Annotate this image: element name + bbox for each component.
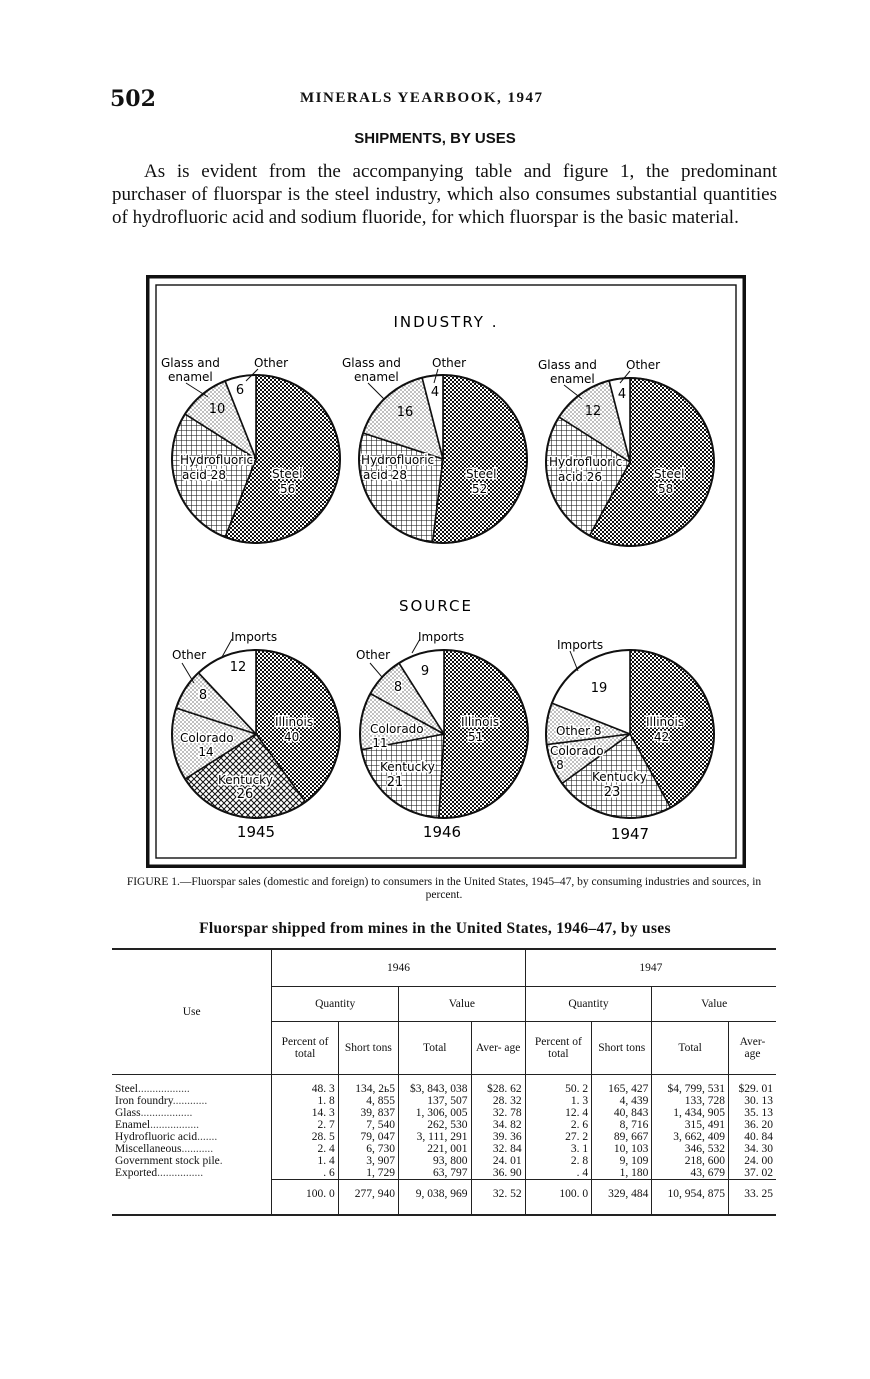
src1946-other-arrow (370, 663, 382, 677)
cell-p47: 3. 1 (525, 1143, 591, 1155)
pie-source-1946-slice-illinois (439, 650, 528, 818)
cell-p46: 1. 8 (272, 1095, 338, 1107)
ind1946-other-label: Other (432, 356, 467, 370)
leader-dots: ................ (157, 1167, 204, 1180)
cell-v47: 133, 728 (652, 1095, 729, 1107)
cell-a47: $29. 01 (728, 1075, 776, 1096)
intro-paragraph: As is evident from the accompanying table and figure 1, the predominant purchaser of fluorspar is the steel industry, which also consumes substantial quantities of hydrofluoric acid and sodium fluoride, for which fluorspar is the basic material. (112, 161, 777, 228)
cell-p46: 1. 4 (272, 1155, 338, 1167)
ind1945-steel-value: 56 (280, 482, 296, 496)
cell-a47: 37. 02 (728, 1167, 776, 1180)
col-use-header: Use (112, 949, 272, 1075)
src1946-other-value: 8 (393, 680, 403, 695)
total-t47: 329, 484 (592, 1180, 652, 1216)
cell-a47: 30. 13 (728, 1095, 776, 1107)
ind1945-enamel-label: enamel (168, 370, 213, 384)
total-p46: 100. 0 (272, 1180, 338, 1216)
table-body (112, 1075, 776, 1216)
cell-v46: 3, 111, 291 (399, 1131, 472, 1143)
cell-a46: 24. 01 (471, 1155, 525, 1167)
cell-p47: 1. 3 (525, 1095, 591, 1107)
ind1946-glass-arrow (368, 383, 384, 399)
cell-t46: 3, 907 (338, 1155, 398, 1167)
ind1947-glass-label: Glass and (538, 358, 597, 372)
cell-t46: 1, 729 (338, 1167, 398, 1180)
cell-p47: 2. 8 (525, 1155, 591, 1167)
cell-p47: 50. 2 (525, 1075, 591, 1096)
ind1947-glass-value: 12 (584, 404, 602, 419)
use-label: Enamel (115, 1119, 151, 1131)
src1947-colorado-label: Colorado (550, 744, 604, 758)
total-t46: 277, 940 (338, 1180, 398, 1216)
table-row (112, 1119, 776, 1131)
src1946-imports-arrow (412, 639, 420, 653)
cell-t47: 10, 103 (592, 1143, 652, 1155)
cell-v47: 1, 434, 905 (652, 1107, 729, 1119)
use-cell (112, 1095, 272, 1107)
ind1947-other-value: 4 (617, 387, 627, 402)
ind1947-enamel-label: enamel (550, 372, 595, 386)
use-label: Hydrofluoric acid (115, 1131, 198, 1143)
ind1945-steel-label: Steel (272, 467, 303, 481)
use-cell (112, 1155, 272, 1167)
ind1947-hf-label: Hydrofluoric (549, 455, 623, 469)
ind1947-steel-value: 58 (658, 482, 674, 496)
src1947-kentucky-value: 23 (603, 785, 621, 800)
use-label: Glass (115, 1107, 141, 1119)
ind1945-other-value: 6 (235, 383, 245, 398)
cell-a47: 35. 13 (728, 1107, 776, 1119)
cell-v46: 1, 306, 005 (399, 1107, 472, 1119)
source-title: SOURCE (399, 597, 473, 615)
cell-p46: 48. 3 (272, 1075, 338, 1096)
src1945-kentucky-value: 26 (236, 787, 254, 802)
total-v47: 10, 954, 875 (652, 1180, 729, 1216)
use-label: Steel (115, 1083, 138, 1095)
cell-v47: 43, 679 (652, 1167, 729, 1180)
total-v46: 9, 038, 969 (399, 1180, 472, 1216)
leader-dots: ........... (181, 1143, 214, 1155)
quantity-1946-header: Quantity (272, 987, 399, 1022)
table-row (112, 1167, 776, 1180)
cell-p46: 2. 4 (272, 1143, 338, 1155)
cell-a47: 40. 84 (728, 1131, 776, 1143)
src1947-year-label: 1947 (610, 825, 650, 843)
use-cell (112, 1143, 272, 1155)
cell-v46: 137, 507 (399, 1095, 472, 1107)
use-label: Iron foundry (115, 1095, 173, 1107)
use-cell (112, 1107, 272, 1119)
src1946-colorado-label: Colorado (370, 722, 424, 736)
cell-t47: 89, 667 (592, 1131, 652, 1143)
cell-v46: 221, 001 (399, 1143, 472, 1155)
table-row (112, 1131, 776, 1143)
cell-t46: 134, 2ь5 (338, 1075, 398, 1096)
ind1946-steel-label: Steel (466, 467, 497, 481)
cell-v46: 262, 530 (399, 1119, 472, 1131)
cell-t46: 39, 837 (338, 1107, 398, 1119)
src1947-imports-arrow (570, 651, 578, 671)
cell-v47: $4, 799, 531 (652, 1075, 729, 1096)
cell-v46: 63, 797 (399, 1167, 472, 1180)
ind1946-glass-value: 16 (396, 405, 414, 420)
value-1946-header: Value (399, 987, 526, 1022)
src1946-kentucky-label: Kentucky (380, 760, 435, 774)
section-heading: SHIPMENTS, BY USES (354, 130, 516, 147)
cell-a46: 28. 32 (471, 1095, 525, 1107)
total-p47: 100. 0 (525, 1180, 591, 1216)
cell-a46: 32. 84 (471, 1143, 525, 1155)
ind1947-steel-label: Steel (654, 467, 685, 481)
use-cell (112, 1131, 272, 1143)
average-1947-header: Aver- age (728, 1022, 776, 1075)
year-1946-header: 1946 (272, 949, 525, 987)
src1945-year-label: 1945 (236, 823, 276, 841)
cell-p47: 12. 4 (525, 1107, 591, 1119)
src1946-kentucky-value: 21 (386, 775, 404, 790)
src1945-other-label: Other (172, 648, 207, 662)
ind1946-glass-label: Glass and (342, 356, 401, 370)
src1945-illinois-label: Illinois (275, 715, 314, 729)
value-1947-header: Value (652, 987, 776, 1022)
ind1945-glass-value: 10 (208, 402, 226, 417)
fluorspar-uses-table (112, 948, 776, 1216)
ind1946-hf-label: Hydrofluoric (361, 453, 435, 467)
cell-p46: 2. 7 (272, 1119, 338, 1131)
src1945-imports-label: Imports (231, 630, 278, 644)
leader-dots: ................. (150, 1119, 199, 1131)
table-row (112, 1107, 776, 1119)
ind1946-hf-value: acid 28 (363, 468, 407, 482)
src1946-colorado-value: 11 (372, 736, 388, 750)
running-header: MINERALS YEARBOOK, 1947 (300, 90, 544, 106)
tons-1946-header: Short tons (338, 1022, 398, 1075)
cell-p47: . 4 (525, 1167, 591, 1180)
percent-1946-header: Percent of total (272, 1022, 338, 1075)
ind1945-glass-arrow (186, 383, 208, 397)
table-row (112, 1095, 776, 1107)
use-label: Exported (115, 1167, 158, 1180)
ind1947-hf-value: acid 26 (558, 470, 602, 484)
average-1946-header: Aver- age (471, 1022, 525, 1075)
cell-t46: 79, 047 (338, 1131, 398, 1143)
src1946-other-label: Other (356, 648, 391, 662)
cell-t47: 1, 180 (592, 1167, 652, 1180)
cell-p46: 28. 5 (272, 1131, 338, 1143)
cell-v47: 315, 491 (652, 1119, 729, 1131)
ind1947-glass-arrow (564, 385, 582, 399)
figure-caption: FIGURE 1.—Fluorspar sales (domestic and foreign) to consumers in the United States, 1945–47, by consuming industries and sources, in percent. (126, 876, 762, 901)
ind1945-other-label: Other (254, 356, 289, 370)
cell-t47: 8, 716 (592, 1119, 652, 1131)
ind1945-hf-value: acid 28 (182, 468, 226, 482)
cell-v47: 3, 662, 409 (652, 1131, 729, 1143)
src1945-imports-value: 12 (229, 660, 247, 675)
cell-a47: 34. 30 (728, 1143, 776, 1155)
cell-t47: 4, 439 (592, 1095, 652, 1107)
table-row (112, 1155, 776, 1167)
cell-a46: $28. 62 (471, 1075, 525, 1096)
cell-a46: 36. 90 (471, 1167, 525, 1180)
total-a47: 33. 25 (728, 1180, 776, 1216)
src1947-illinois-value: 42 (654, 730, 670, 744)
use-label: Government stock pile (115, 1155, 220, 1167)
leader-dots: ............ (172, 1095, 208, 1107)
src1945-colorado-value: 14 (198, 745, 214, 759)
src1946-illinois-value: 51 (468, 730, 484, 744)
src1945-other-value: 8 (198, 688, 208, 703)
table-row (112, 1143, 776, 1155)
cell-p46: 14. 3 (272, 1107, 338, 1119)
ind1947-other-label: Other (626, 358, 661, 372)
quantity-1947-header: Quantity (525, 987, 652, 1022)
ind1946-enamel-label: enamel (354, 370, 399, 384)
cell-a47: 36. 20 (728, 1119, 776, 1131)
cell-v46: 93, 800 (399, 1155, 472, 1167)
src1946-imports-label: Imports (418, 630, 465, 644)
use-label: Miscellaneous (115, 1143, 182, 1155)
src1945-colorado-label: Colorado (180, 731, 234, 745)
cell-a47: 24. 00 (728, 1155, 776, 1167)
use-cell (112, 1119, 272, 1131)
ind1946-steel-value: 52 (472, 482, 488, 496)
tons-1947-header: Short tons (592, 1022, 652, 1075)
industry-title: INDUSTRY . (393, 313, 499, 331)
ind1945-glass-label: Glass and (161, 356, 220, 370)
cell-p47: 27. 2 (525, 1131, 591, 1143)
cell-t46: 4, 855 (338, 1095, 398, 1107)
src1947-imports-value: 19 (590, 681, 608, 696)
ind1946-other-value: 4 (430, 385, 440, 400)
src1945-kentucky-label: Kentucky (218, 773, 273, 787)
src1945-illinois-value: 40 (284, 730, 300, 744)
cell-a46: 34. 82 (471, 1119, 525, 1131)
leader-dots: ....... (197, 1131, 218, 1143)
src1947-illinois-label: Illinois (646, 715, 685, 729)
year-1947-header: 1947 (525, 949, 776, 987)
src1947-imports-label: Imports (557, 638, 604, 652)
use-cell (112, 1167, 272, 1180)
src1947-colorado-value: 8 (556, 758, 564, 772)
totals-row (112, 1180, 776, 1216)
page-number: 502 (110, 86, 156, 112)
total-1946-header: Total (399, 1022, 472, 1075)
leader-dots: .................. (140, 1107, 193, 1119)
cell-a46: 32. 78 (471, 1107, 525, 1119)
cell-t47: 9, 109 (592, 1155, 652, 1167)
table-row (112, 1075, 776, 1096)
leader-dots: . (219, 1155, 223, 1167)
src1945-other-arrow (182, 663, 194, 683)
cell-t47: 40, 843 (592, 1107, 652, 1119)
cell-t47: 165, 427 (592, 1075, 652, 1096)
src1946-illinois-label: Illinois (461, 715, 500, 729)
figure-1 (146, 275, 746, 868)
totals-use-cell (112, 1180, 272, 1216)
use-cell (112, 1075, 272, 1096)
src1947-kentucky-label: Kentucky (592, 770, 647, 784)
src1946-imports-value: 9 (420, 664, 430, 679)
cell-v47: 218, 600 (652, 1155, 729, 1167)
cell-a46: 39. 36 (471, 1131, 525, 1143)
src1947-other-label: Other 8 (556, 724, 602, 738)
cell-v47: 346, 532 (652, 1143, 729, 1155)
ind1945-hf-label: Hydrofluoric (180, 453, 254, 467)
total-1947-header: Total (652, 1022, 729, 1075)
cell-p47: 2. 6 (525, 1119, 591, 1131)
total-a46: 32. 52 (471, 1180, 525, 1216)
percent-1947-header: Percent of total (525, 1022, 591, 1075)
src1946-year-label: 1946 (422, 823, 462, 841)
pie-industry-1946-slice-steel (432, 375, 527, 543)
leader-dots: .................. (138, 1083, 190, 1095)
cell-v46: $3, 843, 038 (399, 1075, 472, 1096)
cell-p46: . 6 (272, 1167, 338, 1180)
cell-t46: 6, 730 (338, 1143, 398, 1155)
cell-t46: 7, 540 (338, 1119, 398, 1131)
table-title: Fluorspar shipped from mines in the United States, 1946–47, by uses (199, 920, 671, 937)
